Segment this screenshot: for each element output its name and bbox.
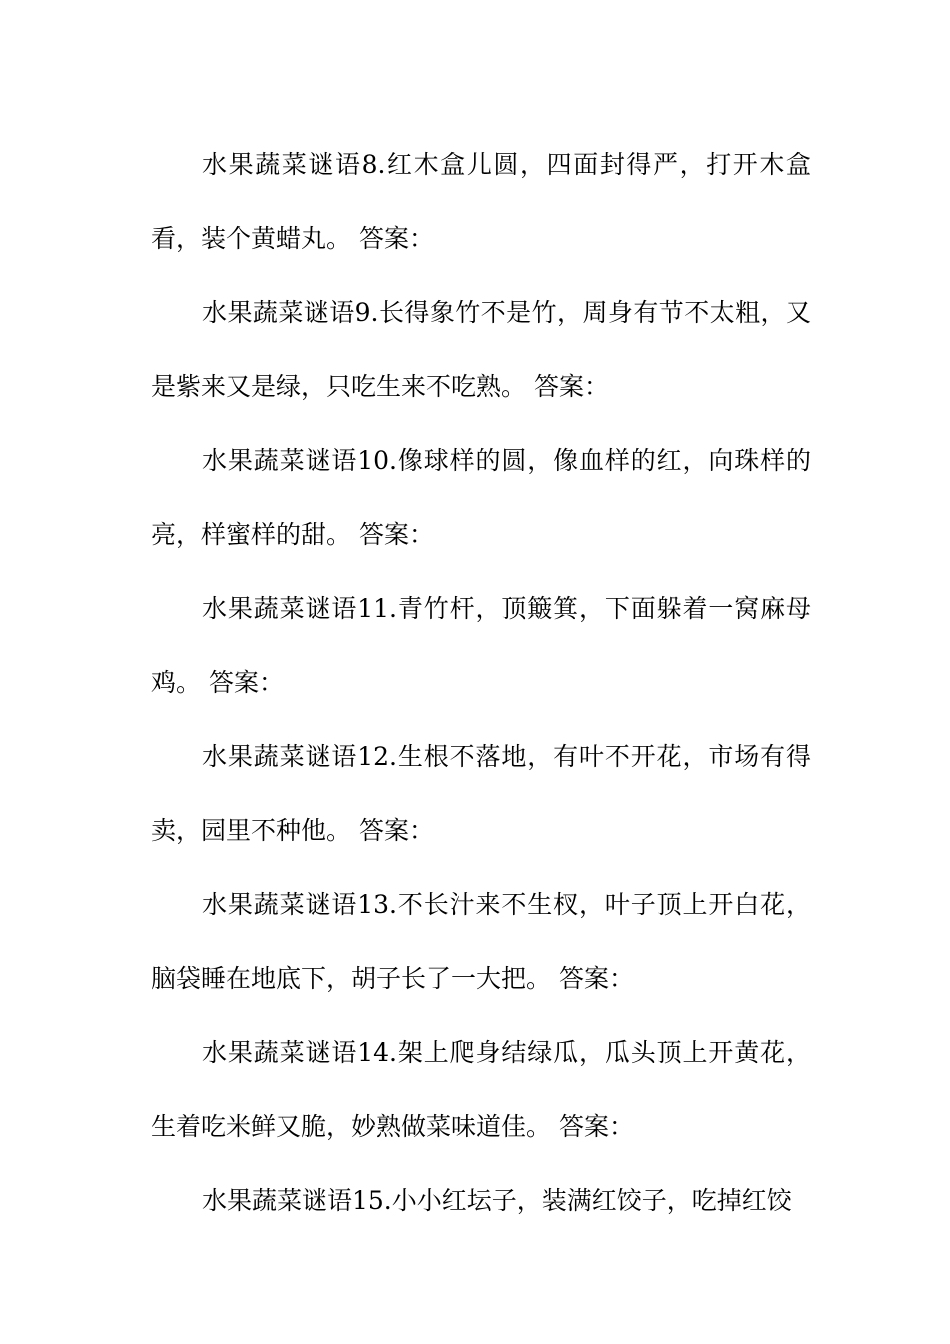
- riddle-paragraph-9: 水果蔬菜谜语9.长得象竹不是竹，周身有节不太粗，又是紫来又是绿，只吃生来不吃熟。 答案：: [151, 298, 811, 401]
- riddle-text-body: [151, 128, 811, 1238]
- riddle-paragraph-15: 水果蔬菜谜语15.小小红坛子，装满红饺子，吃掉红饺: [202, 1186, 792, 1215]
- riddle-paragraph-10: 水果蔬菜谜语10.像球样的圆，像血样的红，向珠样的亮，样蜜样的甜。 答案：: [151, 446, 811, 549]
- riddle-paragraph-11: 水果蔬菜谜语11.青竹杆，顶簸箕，下面躲着一窝麻母鸡。 答案：: [151, 594, 811, 697]
- riddle-paragraph-12: 水果蔬菜谜语12.生根不落地，有叶不开花，市场有得卖，园里不种他。 答案：: [151, 742, 811, 845]
- riddle-paragraph-13: 水果蔬菜谜语13.不长汁来不生杈，叶子顶上开白花，脑袋睡在地底下，胡子长了一大把。 答案：: [151, 890, 811, 993]
- riddle-paragraph-14: 水果蔬菜谜语14.架上爬身结绿瓜，瓜头顶上开黄花，生着吃米鲜又脆，妙熟做菜味道佳。 答案：: [151, 1038, 811, 1141]
- riddle-paragraph-8: 水果蔬菜谜语8.红木盒儿圆，四面封得严，打开木盒看，装个黄蜡丸。 答案：: [151, 150, 811, 253]
